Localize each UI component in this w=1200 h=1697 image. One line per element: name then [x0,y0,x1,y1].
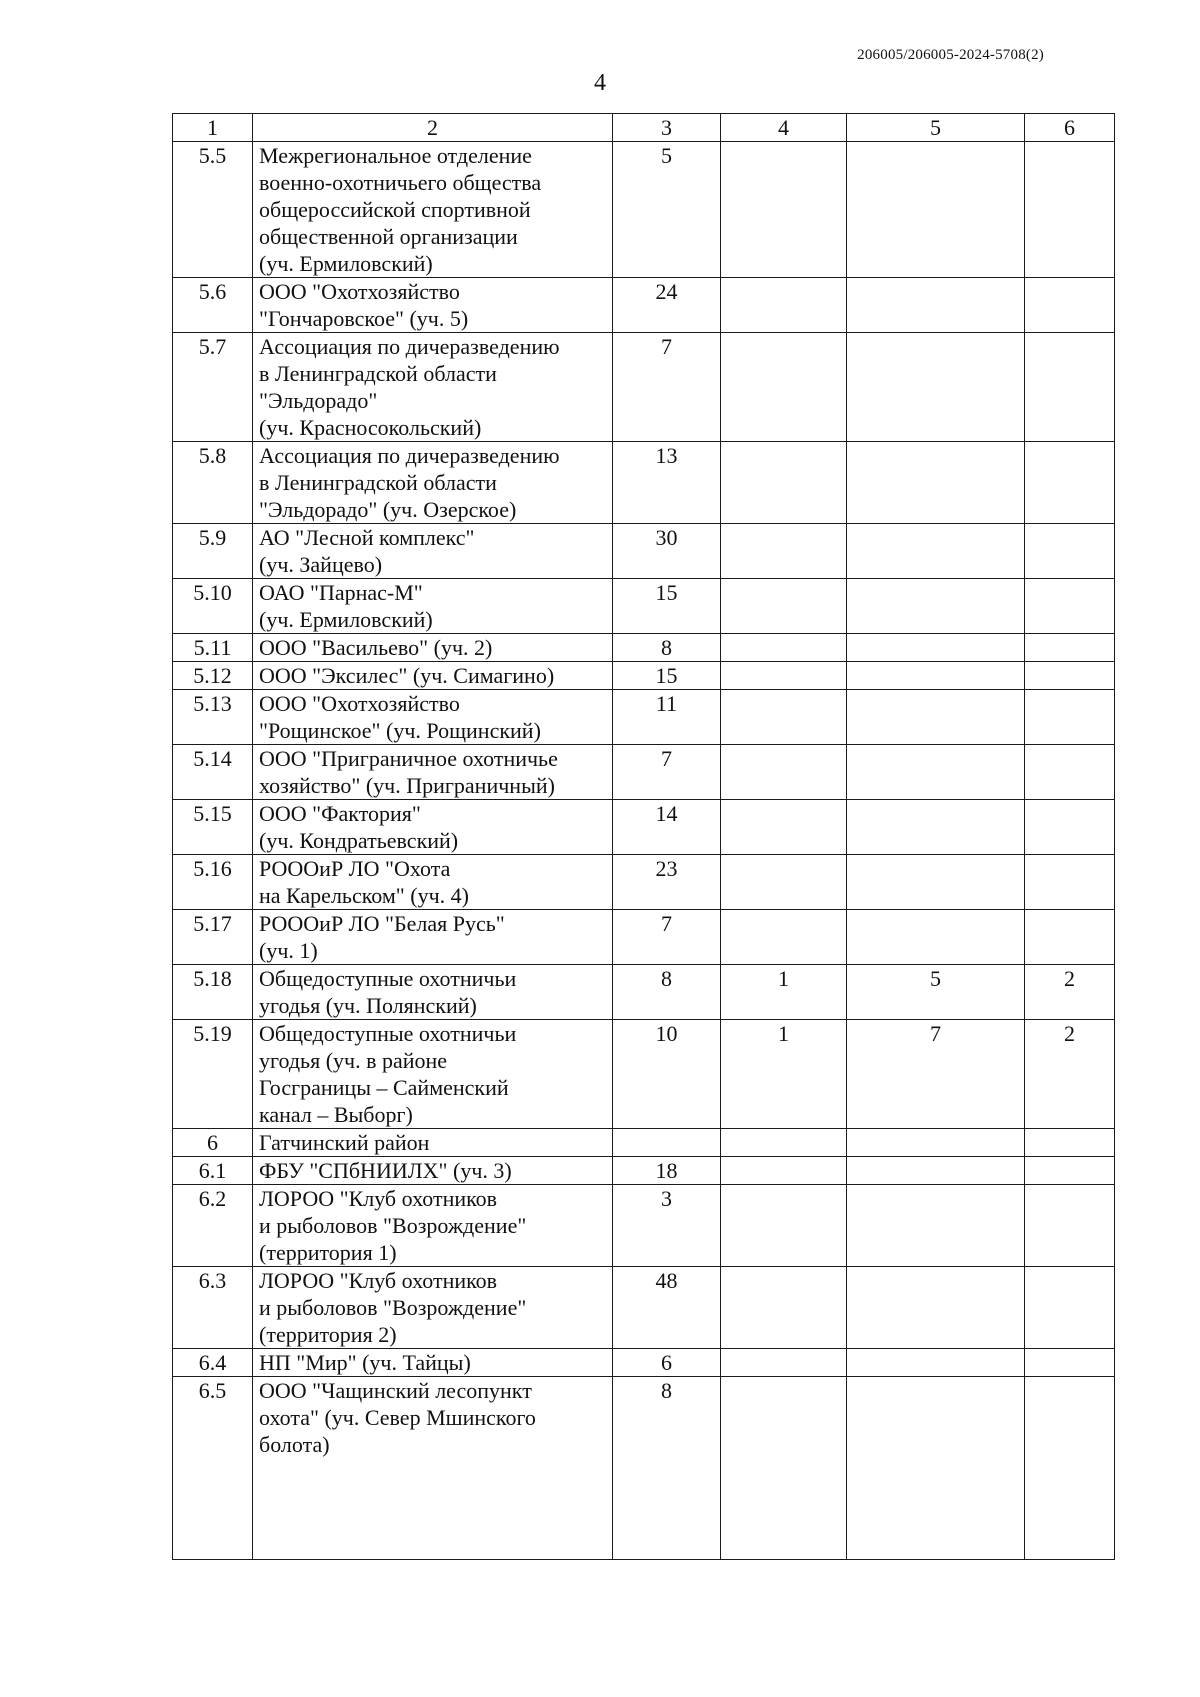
row-value-cell [1025,745,1115,800]
row-number-cell: 5.15 [173,800,253,855]
row-number-cell: 5.7 [173,333,253,442]
row-value-cell [721,142,847,278]
row-value-cell [721,333,847,442]
row-value-cell [721,579,847,634]
row-value-cell [1025,1267,1115,1349]
table-row [173,1349,1115,1377]
row-number-cell: 5.17 [173,910,253,965]
table-row [173,579,1115,634]
row-number-cell: 6 [173,1129,253,1157]
row-value-cell: 3 [613,1185,721,1267]
row-value-cell: 8 [613,965,721,1020]
row-value-cell: 15 [613,579,721,634]
row-number-cell: 5.16 [173,855,253,910]
row-name-cell: НП "Мир" (уч. Тайцы) [253,1349,613,1377]
table-row [173,855,1115,910]
row-value-cell: 7 [613,745,721,800]
row-value-cell: 2 [1025,965,1115,1020]
table-row [173,1020,1115,1129]
row-value-cell: 2 [1025,1020,1115,1129]
row-name-cell: Ассоциация по дичеразведению в Ленинградской области "Эльдорадо" (уч. Озерское) [253,442,613,524]
table-row [173,910,1115,965]
table-row [173,1185,1115,1267]
row-name-cell: РОООиР ЛО "Охота на Карельском" (уч. 4) [253,855,613,910]
row-value-cell: 23 [613,855,721,910]
column-header: 3 [613,114,721,142]
page-number: 4 [594,70,606,96]
row-value-cell [847,333,1025,442]
row-value-cell [847,1377,1025,1560]
row-value-cell [847,1349,1025,1377]
table-body [173,142,1115,1560]
row-value-cell: 1 [721,965,847,1020]
row-value-cell: 10 [613,1020,721,1129]
row-number-cell: 5.8 [173,442,253,524]
row-value-cell: 8 [613,1377,721,1560]
row-value-cell [721,662,847,690]
table-row [173,142,1115,278]
row-number-cell: 5.12 [173,662,253,690]
row-value-cell [1025,579,1115,634]
row-name-cell: Общедоступные охотничьи угодья (уч. в районе Госграницы – Сайменский канал – Выборг) [253,1020,613,1129]
row-value-cell [721,910,847,965]
row-number-cell: 5.14 [173,745,253,800]
column-header: 4 [721,114,847,142]
row-value-cell [1025,662,1115,690]
row-value-cell [1025,1129,1115,1157]
row-value-cell [1025,333,1115,442]
row-name-cell: РОООиР ЛО "Белая Русь" (уч. 1) [253,910,613,965]
column-header: 6 [1025,114,1115,142]
row-value-cell [847,855,1025,910]
row-value-cell: 6 [613,1349,721,1377]
row-value-cell [847,1129,1025,1157]
row-value-cell [847,1157,1025,1185]
table-row [173,278,1115,333]
row-value-cell [847,662,1025,690]
row-name-cell: Гатчинский район [253,1129,613,1157]
row-value-cell [721,1157,847,1185]
row-value-cell [1025,1185,1115,1267]
row-value-cell [1025,142,1115,278]
row-value-cell: 7 [613,910,721,965]
row-number-cell: 6.4 [173,1349,253,1377]
row-value-cell [1025,855,1115,910]
row-value-cell [847,1267,1025,1349]
row-number-cell: 5.13 [173,690,253,745]
row-value-cell: 7 [613,333,721,442]
row-name-cell: ФБУ "СПбНИИЛХ" (уч. 3) [253,1157,613,1185]
table-row [173,333,1115,442]
row-name-cell: Межрегиональное отделение военно-охотничьего общества общероссийской спортивной общественной организации (уч. Ермиловский) [253,142,613,278]
hunting-grounds-table [172,113,1115,1560]
row-number-cell: 6.3 [173,1267,253,1349]
row-value-cell [1025,910,1115,965]
row-value-cell [721,690,847,745]
row-value-cell [847,800,1025,855]
row-value-cell [1025,442,1115,524]
row-number-cell: 5.18 [173,965,253,1020]
row-value-cell [1025,278,1115,333]
row-name-cell: ООО "Эксилес" (уч. Симагино) [253,662,613,690]
row-name-cell: ООО "Чащинский лесопункт охота" (уч. Север Мшинского болота) [253,1377,613,1560]
row-value-cell: 24 [613,278,721,333]
row-value-cell: 7 [847,1020,1025,1129]
row-name-cell: ЛОРОО "Клуб охотников и рыболовов "Возрождение" (территория 1) [253,1185,613,1267]
row-value-cell [721,1349,847,1377]
row-value-cell [721,524,847,579]
table-row [173,965,1115,1020]
row-value-cell [721,745,847,800]
row-number-cell: 5.9 [173,524,253,579]
row-name-cell: ООО "Охотхозяйство "Гончаровское" (уч. 5) [253,278,613,333]
row-value-cell: 11 [613,690,721,745]
document-id: 206005/206005-2024-5708(2) [857,47,1044,63]
column-header: 2 [253,114,613,142]
row-value-cell [721,855,847,910]
table-row [173,1129,1115,1157]
row-name-cell: ООО "Приграничное охотничье хозяйство" (уч. Приграничный) [253,745,613,800]
row-number-cell: 5.10 [173,579,253,634]
column-header: 1 [173,114,253,142]
row-value-cell [847,745,1025,800]
row-number-cell: 5.6 [173,278,253,333]
row-name-cell: ООО "Охотхозяйство "Рощинское" (уч. Рощинский) [253,690,613,745]
table-row [173,662,1115,690]
row-number-cell: 5.19 [173,1020,253,1129]
row-value-cell [721,1129,847,1157]
row-value-cell [721,278,847,333]
row-name-cell: ОАО "Парнас-М" (уч. Ермиловский) [253,579,613,634]
row-value-cell [1025,524,1115,579]
table-header-row [173,114,1115,142]
table-row [173,1157,1115,1185]
row-value-cell [847,910,1025,965]
row-value-cell [721,1185,847,1267]
row-name-cell: ООО "Васильево" (уч. 2) [253,634,613,662]
row-value-cell [847,142,1025,278]
table-row [173,745,1115,800]
row-value-cell [847,1185,1025,1267]
row-value-cell [721,634,847,662]
row-value-cell [847,634,1025,662]
table-row [173,442,1115,524]
row-name-cell: Ассоциация по дичеразведению в Ленинградской области "Эльдорадо" (уч. Красносокольский) [253,333,613,442]
row-value-cell [613,1129,721,1157]
row-name-cell: АО "Лесной комплекс" (уч. Зайцево) [253,524,613,579]
row-value-cell [1025,1157,1115,1185]
table-row [173,690,1115,745]
row-value-cell [847,524,1025,579]
row-number-cell: 6.2 [173,1185,253,1267]
row-value-cell [721,1377,847,1560]
row-value-cell [847,579,1025,634]
row-value-cell [1025,1377,1115,1560]
row-number-cell: 5.5 [173,142,253,278]
row-number-cell: 5.11 [173,634,253,662]
column-header: 5 [847,114,1025,142]
row-value-cell [847,278,1025,333]
row-value-cell [721,1267,847,1349]
row-value-cell: 48 [613,1267,721,1349]
table-row [173,524,1115,579]
row-value-cell: 30 [613,524,721,579]
table-row [173,1267,1115,1349]
row-value-cell [721,800,847,855]
row-value-cell: 8 [613,634,721,662]
table-row [173,1377,1115,1560]
row-value-cell [1025,1349,1115,1377]
row-number-cell: 6.1 [173,1157,253,1185]
row-value-cell: 5 [847,965,1025,1020]
row-value-cell: 15 [613,662,721,690]
row-value-cell [1025,690,1115,745]
row-value-cell [1025,800,1115,855]
row-name-cell: Общедоступные охотничьи угодья (уч. Полянский) [253,965,613,1020]
row-number-cell: 6.5 [173,1377,253,1560]
row-value-cell: 14 [613,800,721,855]
row-value-cell: 18 [613,1157,721,1185]
row-value-cell [847,442,1025,524]
row-value-cell [1025,634,1115,662]
table-row [173,634,1115,662]
row-value-cell: 1 [721,1020,847,1129]
row-value-cell [847,690,1025,745]
row-name-cell: ЛОРОО "Клуб охотников и рыболовов "Возрождение" (территория 2) [253,1267,613,1349]
table-row [173,800,1115,855]
row-value-cell: 13 [613,442,721,524]
row-name-cell: ООО "Фактория" (уч. Кондратьевский) [253,800,613,855]
row-value-cell: 5 [613,142,721,278]
row-value-cell [721,442,847,524]
